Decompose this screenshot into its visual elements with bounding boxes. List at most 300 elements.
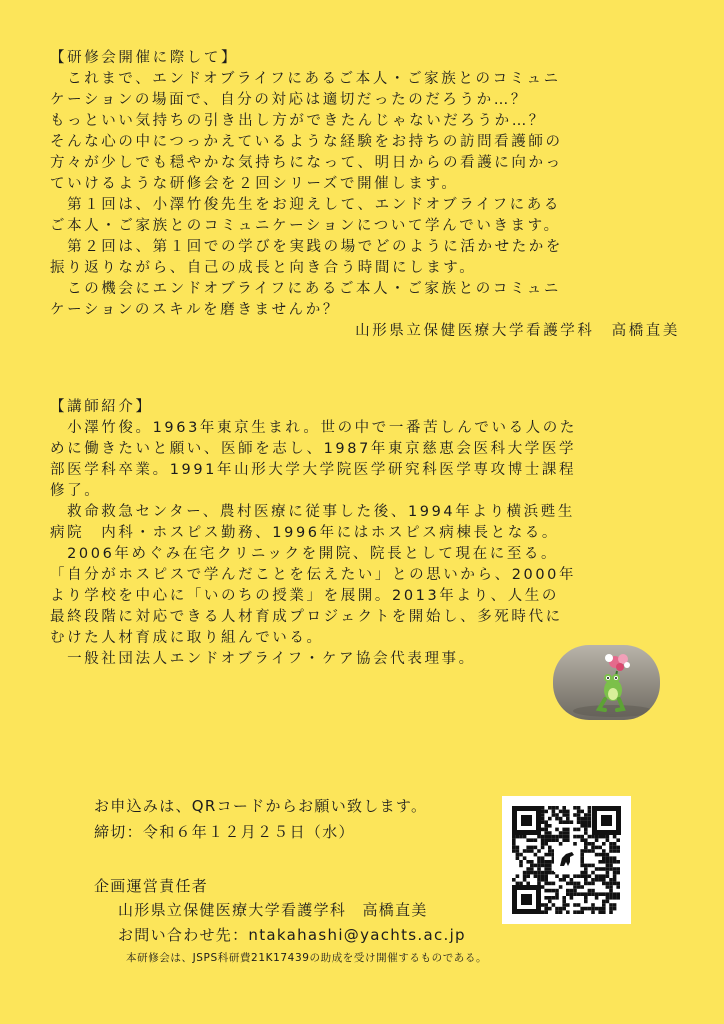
qr-module [584, 896, 588, 900]
qr-module [577, 903, 581, 907]
intro-line: 振り返りながら、自己の成長と向き合う時間にします。 [50, 260, 477, 276]
qr-module [613, 874, 617, 878]
qr-module [616, 838, 620, 842]
lecturer-line: 「自分がホスピスで学んだことを伝えたい」との思いから、2000年 [50, 567, 577, 583]
qr-module [537, 871, 541, 875]
manager-label: 企画運営責任者 [94, 877, 209, 895]
qr-module [584, 838, 588, 842]
qr-module [544, 824, 548, 828]
qr-module [613, 835, 617, 839]
qr-module [566, 892, 570, 896]
qr-module [523, 856, 527, 860]
qr-module [534, 864, 538, 868]
qr-module [548, 846, 552, 850]
qr-module [548, 867, 552, 871]
qr-module [541, 860, 545, 864]
qr-module [584, 817, 588, 821]
qr-module [591, 871, 595, 875]
qr-module [588, 892, 592, 896]
qr-module [580, 838, 584, 842]
frog-figurine-photo [553, 645, 660, 720]
funding-note: 本研修会は、JSPS科研費21K17439の助成を受け開催するものである。 [126, 952, 488, 964]
qr-module [548, 806, 552, 810]
qr-module [591, 846, 595, 850]
qr-module [595, 907, 599, 911]
qr-module [544, 838, 548, 842]
qr-module [602, 903, 606, 907]
intro-line: ていけるような研修会を２回シリーズで開催します。 [50, 176, 459, 192]
qr-module [573, 828, 577, 832]
qr-module [537, 860, 541, 864]
qr-module [580, 864, 584, 868]
qr-module [548, 838, 552, 842]
qr-module [616, 896, 620, 900]
qr-module [602, 892, 606, 896]
qr-module [606, 900, 610, 904]
qr-module [577, 810, 581, 814]
contact-email[interactable]: お問い合わせ先：ntakahashi@yachts.ac.jp [118, 926, 466, 944]
lecturer-heading: 【講師紹介】 [50, 399, 153, 415]
intro-signature: 山形県立保健医療大学看護学科 高橋直美 [355, 323, 680, 339]
qr-module [544, 831, 548, 835]
qr-module [584, 867, 588, 871]
qr-module [566, 889, 570, 893]
qr-module [555, 907, 559, 911]
qr-module [541, 871, 545, 875]
qr-module [588, 820, 592, 824]
qr-module [595, 846, 599, 850]
qr-module [613, 878, 617, 882]
qr-module [584, 864, 588, 868]
qr-module [588, 810, 592, 814]
qr-module [602, 867, 606, 871]
qr-module [609, 856, 613, 860]
qr-module [516, 835, 520, 839]
qr-module [552, 889, 556, 893]
qr-module [609, 907, 613, 911]
qr-module [562, 838, 566, 842]
qr-module [541, 864, 545, 868]
qr-module [570, 896, 574, 900]
qr-module [609, 910, 613, 914]
qr-module [548, 831, 552, 835]
qr-module [555, 874, 559, 878]
qr-module [512, 878, 516, 882]
qr-module [537, 882, 541, 886]
qr-module [616, 885, 620, 889]
qr-module [595, 892, 599, 896]
qr-module [537, 856, 541, 860]
qr-module [584, 871, 588, 875]
qr-module [591, 835, 595, 839]
qr-module [559, 878, 563, 882]
qr-module [544, 864, 548, 868]
qr-module [613, 846, 617, 850]
qr-module [530, 849, 534, 853]
qr-module [606, 896, 610, 900]
qr-module [559, 835, 563, 839]
qr-module [573, 885, 577, 889]
qr-module [584, 846, 588, 850]
qr-module [602, 860, 606, 864]
qr-module [577, 813, 581, 817]
qr-module [562, 810, 566, 814]
qr-module [588, 849, 592, 853]
intro-line: ご本人・ご家族とのコミュニケーションについて学んでいきます。 [50, 218, 561, 234]
lecturer-line: めに働きたいと願い、医師を志し、1987年東京慈恵会医科大学医学 [50, 441, 577, 457]
qr-module [559, 810, 563, 814]
qr-module [584, 828, 588, 832]
qr-module [552, 835, 556, 839]
qr-module [516, 856, 520, 860]
qr-module [570, 892, 574, 896]
qr-module [609, 849, 613, 853]
qr-module [595, 853, 599, 857]
qr-module [526, 867, 530, 871]
qr-module [562, 820, 566, 824]
lecturer-line: 修了。 [50, 483, 102, 499]
qr-module [566, 835, 570, 839]
qr-module [544, 835, 548, 839]
intro-section [50, 48, 680, 348]
application-deadline: 締切：令和６年１２月２５日（水） [94, 823, 355, 841]
qr-module [570, 882, 574, 886]
qr-module [588, 817, 592, 821]
qr-module [530, 838, 534, 842]
qr-module [519, 860, 523, 864]
qr-module [609, 842, 613, 846]
qr-module [541, 846, 545, 850]
qr-module [519, 882, 523, 886]
qr-module [580, 910, 584, 914]
qr-module [613, 867, 617, 871]
qr-module [555, 896, 559, 900]
qr-module [602, 900, 606, 904]
qr-module [602, 849, 606, 853]
qr-module [588, 864, 592, 868]
qr-module [598, 853, 602, 857]
qr-module [544, 889, 548, 893]
qr-module [602, 907, 606, 911]
qr-module [588, 907, 592, 911]
qr-module [573, 835, 577, 839]
qr-module [562, 835, 566, 839]
qr-module [562, 813, 566, 817]
qr-module [541, 838, 545, 842]
qr-module [577, 910, 581, 914]
intro-line: 方々が少しでも穏やかな気持ちになって、明日からの看護に向かっ [50, 155, 563, 171]
qr-module [544, 867, 548, 871]
qr-module [548, 864, 552, 868]
intro-line: ケーションのスキルを磨きませんか？ [50, 302, 340, 318]
qr-module [555, 806, 559, 810]
qr-module [595, 874, 599, 878]
qr-module [591, 849, 595, 853]
qr-module [584, 813, 588, 817]
qr-module [562, 900, 566, 904]
qr-module [541, 903, 545, 907]
qr-module [588, 824, 592, 828]
qr-module [609, 846, 613, 850]
qr-module [570, 889, 574, 893]
qr-module [512, 835, 516, 839]
qr-module [566, 831, 570, 835]
lecturer-line: より学校を中心に「いのちの授業」を展開。2013年より、人生の [50, 588, 559, 604]
qr-module [526, 838, 530, 842]
qr-module [595, 878, 599, 882]
qr-module [591, 878, 595, 882]
qr-module [534, 871, 538, 875]
qr-module [616, 892, 620, 896]
qr-module [541, 874, 545, 878]
qr-module [584, 878, 588, 882]
qr-module [544, 896, 548, 900]
qr-module [523, 871, 527, 875]
qr-module [606, 871, 610, 875]
qr-module [595, 867, 599, 871]
qr-module [562, 907, 566, 911]
qr-module [616, 867, 620, 871]
qr-module [584, 849, 588, 853]
qr-module [566, 838, 570, 842]
lecturer-line: 救命救急センター、農村医療に従事した後、1994年より横浜甦生 [50, 504, 575, 520]
qr-module [609, 896, 613, 900]
qr-module [573, 882, 577, 886]
lecturer-line: 2006年めぐみ在宅クリニックを開院、院長として現在に至る。 [50, 546, 559, 562]
qr-module [591, 892, 595, 896]
qr-module [580, 874, 584, 878]
qr-module [588, 806, 592, 810]
qr-module [598, 874, 602, 878]
qr-module [580, 810, 584, 814]
qr-module [584, 874, 588, 878]
qr-module [562, 828, 566, 832]
qr-module [609, 889, 613, 893]
frog-with-flowers-image [553, 645, 660, 720]
qr-module [609, 892, 613, 896]
qr-module [609, 864, 613, 868]
qr-module [548, 835, 552, 839]
qr-module [555, 817, 559, 821]
qr-module [609, 885, 613, 889]
qr-module [584, 882, 588, 886]
qr-module [577, 806, 581, 810]
qr-module [562, 831, 566, 835]
qr-module [541, 828, 545, 832]
qr-module [559, 907, 563, 911]
qr-module [544, 878, 548, 882]
qr-module [577, 882, 581, 886]
qr-module [548, 896, 552, 900]
qr-module [541, 842, 545, 846]
qr-module [580, 860, 584, 864]
qr-module [613, 907, 617, 911]
qr-module [544, 910, 548, 914]
qr-module [537, 867, 541, 871]
qr-module [573, 874, 577, 878]
qr-module [613, 892, 617, 896]
qr-module [552, 838, 556, 842]
qr-module [598, 910, 602, 914]
qr-module [552, 813, 556, 817]
qr-module [584, 842, 588, 846]
qr-module [552, 903, 556, 907]
qr-module [580, 824, 584, 828]
qr-module [573, 889, 577, 893]
qr-module [598, 892, 602, 896]
qr-module [613, 849, 617, 853]
qr-module [526, 871, 530, 875]
qr-module [602, 878, 606, 882]
qr-module [516, 849, 520, 853]
qr-module [591, 864, 595, 868]
qr-module [580, 871, 584, 875]
intro-line: これまで、エンドオブライフにあるご本人・ご家族とのコミュニ [50, 71, 561, 87]
qr-module [555, 838, 559, 842]
qr-module [606, 882, 610, 886]
qr-module [606, 864, 610, 868]
qr-module [606, 885, 610, 889]
qr-module [552, 810, 556, 814]
qr-module [602, 882, 606, 886]
qr-module [606, 835, 610, 839]
qr-module [559, 817, 563, 821]
qr-module [577, 892, 581, 896]
qr-module [555, 889, 559, 893]
qr-module [566, 820, 570, 824]
qr-module [516, 882, 520, 886]
qr-module [570, 820, 574, 824]
qr-module [606, 874, 610, 878]
qr-module [548, 907, 552, 911]
qr-module [598, 878, 602, 882]
qr-module [602, 853, 606, 857]
qr-module [613, 882, 617, 886]
qr-module [616, 846, 620, 850]
qr-module [541, 810, 545, 814]
qr-module [534, 874, 538, 878]
qr-module [573, 903, 577, 907]
application-qr-code[interactable] [502, 796, 631, 924]
qr-module [548, 871, 552, 875]
qr-module [548, 889, 552, 893]
qr-module [526, 849, 530, 853]
qr-module [544, 871, 548, 875]
qr-module [526, 882, 530, 886]
lecturer-line: 一般社団法人エンドオブライフ・ケア協会代表理事。 [50, 651, 476, 667]
qr-module [591, 910, 595, 914]
qr-module [609, 860, 613, 864]
qr-module [552, 806, 556, 810]
qr-module [555, 910, 559, 914]
qr-module [566, 910, 570, 914]
qr-module [512, 838, 516, 842]
qr-module [580, 856, 584, 860]
qr-module [537, 849, 541, 853]
qr-module [559, 831, 563, 835]
application-instruction: お申込みは、QRコードからお願い致します。 [94, 797, 428, 815]
intro-line: そんな心の中につっかえているような経験をお持ちの訪問看護師の [50, 134, 563, 150]
qr-module [555, 835, 559, 839]
qr-module [609, 903, 613, 907]
qr-module [555, 828, 559, 832]
qr-module [566, 828, 570, 832]
qr-module [584, 900, 588, 904]
qr-module [541, 817, 545, 821]
qr-module [602, 874, 606, 878]
qr-module [616, 882, 620, 886]
qr-module [523, 878, 527, 882]
qr-module [606, 860, 610, 864]
qr-module [580, 907, 584, 911]
qr-module [598, 867, 602, 871]
qr-module [544, 810, 548, 814]
qr-module [544, 828, 548, 832]
qr-module [606, 853, 610, 857]
qr-module [566, 882, 570, 886]
qr-module [584, 824, 588, 828]
qr-module [541, 856, 545, 860]
qr-module [552, 882, 556, 886]
qr-module [541, 878, 545, 882]
qr-module [541, 835, 545, 839]
intro-line: 第１回は、小澤竹俊先生をお迎えして、エンドオブライフにある [50, 197, 561, 213]
intro-line: この機会にエンドオブライフにあるご本人・ご家族とのコミュニ [50, 281, 561, 297]
intro-heading: 【研修会開催に際して】 [50, 50, 239, 66]
qr-module [609, 867, 613, 871]
intro-line: もっといい気持ちの引き出し方ができたんじゃないだろうか…？ [50, 113, 546, 129]
qr-module [548, 849, 552, 853]
qr-module [544, 860, 548, 864]
qr-module [526, 860, 530, 864]
qr-module [512, 849, 516, 853]
qr-module [616, 871, 620, 875]
qr-module [519, 864, 523, 868]
qr-module [548, 817, 552, 821]
qr-module [591, 842, 595, 846]
qr-module [555, 813, 559, 817]
qr-module [566, 810, 570, 814]
lecturer-line: 最終段階に対応できる人材育成プロジェクトを開始し、多死時代に [50, 609, 563, 625]
qr-module [598, 907, 602, 911]
qr-module [598, 835, 602, 839]
qr-module [544, 853, 548, 857]
qr-module [516, 846, 520, 850]
qr-module [577, 874, 581, 878]
qr-module [613, 856, 617, 860]
qr-module [588, 842, 592, 846]
qr-module [512, 842, 516, 846]
qr-module [559, 820, 563, 824]
qr-module [516, 853, 520, 857]
qr-module [523, 835, 527, 839]
qr-module [566, 903, 570, 907]
qr-module [573, 842, 577, 846]
qr-module [562, 896, 566, 900]
qr-module [566, 874, 570, 878]
qr-module [584, 892, 588, 896]
qr-module [588, 889, 592, 893]
qr-module [602, 856, 606, 860]
qr-module [573, 813, 577, 817]
lecturer-line: 小澤竹俊。1963年東京生まれ。世の中で一番苦しんでいる人のた [50, 420, 577, 436]
qr-module [595, 896, 599, 900]
qr-module [602, 835, 606, 839]
qr-module [584, 831, 588, 835]
qr-module [602, 842, 606, 846]
qr-module [530, 860, 534, 864]
qr-module [613, 903, 617, 907]
